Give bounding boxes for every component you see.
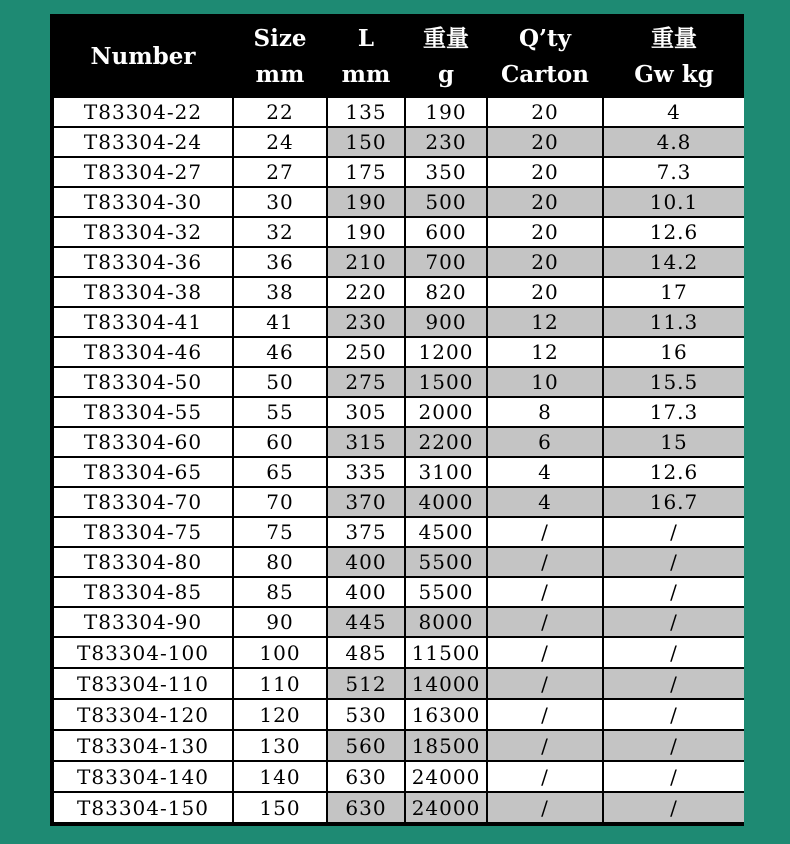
weight-cell: 820	[406, 278, 486, 306]
table-row	[54, 669, 744, 698]
size-cell: 150	[234, 793, 326, 822]
header-number-label: Number	[90, 43, 196, 70]
weight-cell: 8000	[406, 608, 486, 636]
number-cell: T83304-150	[54, 793, 232, 822]
number-cell: T83304-32	[54, 218, 232, 246]
weight-cell: 700	[406, 248, 486, 276]
gross-weight-cell: 15	[604, 428, 744, 456]
qty-cell: 20	[488, 278, 602, 306]
weight-cell: 3100	[406, 458, 486, 486]
number-cell: T83304-30	[54, 188, 232, 216]
size-cell: 46	[234, 338, 326, 366]
gross-weight-cell: /	[604, 731, 744, 760]
size-cell: 22	[234, 98, 326, 126]
qty-cell: 6	[488, 428, 602, 456]
number-cell: T83304-27	[54, 158, 232, 186]
header-size-label: Size	[253, 25, 307, 52]
number-cell: T83304-41	[54, 308, 232, 336]
gross-weight-cell: /	[604, 578, 744, 606]
gross-weight-cell: 16.7	[604, 488, 744, 516]
table-row	[54, 308, 744, 336]
size-cell: 140	[234, 762, 326, 791]
weight-cell: 2200	[406, 428, 486, 456]
length-cell: 135	[328, 98, 404, 126]
qty-cell: 12	[488, 308, 602, 336]
number-cell: T83304-100	[54, 638, 232, 667]
gross-weight-cell: /	[604, 793, 744, 822]
size-cell: 65	[234, 458, 326, 486]
size-cell: 60	[234, 428, 326, 456]
qty-cell: 20	[488, 98, 602, 126]
qty-cell: /	[488, 638, 602, 667]
header-size	[234, 18, 326, 96]
number-cell: T83304-130	[54, 731, 232, 760]
weight-cell: 5500	[406, 548, 486, 576]
qty-cell: 20	[488, 218, 602, 246]
weight-cell: 1500	[406, 368, 486, 396]
weight-cell: 4500	[406, 518, 486, 546]
weight-cell: 2000	[406, 398, 486, 426]
gross-weight-cell: /	[604, 638, 744, 667]
qty-cell: 20	[488, 128, 602, 156]
size-cell: 32	[234, 218, 326, 246]
gross-weight-cell: 11.3	[604, 308, 744, 336]
gross-weight-cell: 7.3	[604, 158, 744, 186]
size-cell: 36	[234, 248, 326, 276]
length-cell: 630	[328, 793, 404, 822]
gross-weight-cell: 17	[604, 278, 744, 306]
gross-weight-cell: /	[604, 518, 744, 546]
header-length-unit: mm	[341, 61, 391, 88]
qty-cell: /	[488, 608, 602, 636]
table-row	[54, 398, 744, 426]
weight-cell: 600	[406, 218, 486, 246]
weight-cell: 190	[406, 98, 486, 126]
size-cell: 100	[234, 638, 326, 667]
number-cell: T83304-36	[54, 248, 232, 276]
table-row	[54, 98, 744, 126]
length-cell: 370	[328, 488, 404, 516]
weight-cell: 24000	[406, 793, 486, 822]
size-cell: 120	[234, 700, 326, 729]
table-row	[54, 458, 744, 486]
header-length	[328, 18, 404, 96]
qty-cell: /	[488, 548, 602, 576]
weight-cell: 500	[406, 188, 486, 216]
length-cell: 315	[328, 428, 404, 456]
qty-cell: /	[488, 518, 602, 546]
header-row	[54, 18, 744, 96]
size-cell: 27	[234, 158, 326, 186]
qty-cell: 12	[488, 338, 602, 366]
table-row	[54, 638, 744, 667]
length-cell: 175	[328, 158, 404, 186]
length-cell: 512	[328, 669, 404, 698]
qty-cell: 10	[488, 368, 602, 396]
gross-weight-cell: /	[604, 548, 744, 576]
qty-cell: /	[488, 762, 602, 791]
size-cell: 38	[234, 278, 326, 306]
number-cell: T83304-75	[54, 518, 232, 546]
number-cell: T83304-60	[54, 428, 232, 456]
gross-weight-cell: /	[604, 762, 744, 791]
length-cell: 220	[328, 278, 404, 306]
size-cell: 55	[234, 398, 326, 426]
qty-cell: /	[488, 731, 602, 760]
number-cell: T83304-38	[54, 278, 232, 306]
table-row	[54, 158, 744, 186]
number-cell: T83304-55	[54, 398, 232, 426]
length-cell: 250	[328, 338, 404, 366]
qty-cell: /	[488, 669, 602, 698]
length-cell: 400	[328, 578, 404, 606]
gross-weight-cell: /	[604, 669, 744, 698]
qty-cell: 4	[488, 488, 602, 516]
size-cell: 90	[234, 608, 326, 636]
qty-cell: 8	[488, 398, 602, 426]
weight-cell: 350	[406, 158, 486, 186]
length-cell: 630	[328, 762, 404, 791]
weight-cell: 14000	[406, 669, 486, 698]
number-cell: T83304-70	[54, 488, 232, 516]
gross-weight-cell: 4	[604, 98, 744, 126]
spec-table	[52, 16, 746, 824]
length-cell: 530	[328, 700, 404, 729]
gross-weight-cell: /	[604, 700, 744, 729]
length-cell: 485	[328, 638, 404, 667]
table-row	[54, 128, 744, 156]
size-cell: 75	[234, 518, 326, 546]
size-cell: 41	[234, 308, 326, 336]
size-cell: 80	[234, 548, 326, 576]
table-row	[54, 700, 744, 729]
length-cell: 335	[328, 458, 404, 486]
table-row	[54, 548, 744, 576]
number-cell: T83304-120	[54, 700, 232, 729]
length-cell: 190	[328, 188, 404, 216]
length-cell: 305	[328, 398, 404, 426]
table-row	[54, 578, 744, 606]
length-cell: 275	[328, 368, 404, 396]
weight-cell: 5500	[406, 578, 486, 606]
table-row	[54, 762, 744, 791]
number-cell: T83304-50	[54, 368, 232, 396]
gross-weight-cell: 4.8	[604, 128, 744, 156]
length-cell: 210	[328, 248, 404, 276]
table-row	[54, 488, 744, 516]
qty-cell: 4	[488, 458, 602, 486]
table-row	[54, 338, 744, 366]
size-cell: 24	[234, 128, 326, 156]
gross-weight-cell: 17.3	[604, 398, 744, 426]
length-cell: 230	[328, 308, 404, 336]
length-cell: 375	[328, 518, 404, 546]
header-qty-unit: Carton	[500, 61, 589, 88]
table-row	[54, 368, 744, 396]
header-number	[54, 18, 232, 96]
gross-weight-cell: 12.6	[604, 218, 744, 246]
qty-cell: 20	[488, 248, 602, 276]
qty-cell: 20	[488, 158, 602, 186]
weight-cell: 4000	[406, 488, 486, 516]
table-row	[54, 428, 744, 456]
header-qty	[488, 18, 602, 96]
weight-cell: 11500	[406, 638, 486, 667]
weight-cell: 230	[406, 128, 486, 156]
header-length-label: L	[357, 25, 375, 52]
number-cell: T83304-85	[54, 578, 232, 606]
weight-cell: 18500	[406, 731, 486, 760]
table-row	[54, 248, 744, 276]
qty-cell: /	[488, 793, 602, 822]
qty-cell: 20	[488, 188, 602, 216]
number-cell: T83304-65	[54, 458, 232, 486]
number-cell: T83304-90	[54, 608, 232, 636]
table-row	[54, 608, 744, 636]
qty-cell: /	[488, 578, 602, 606]
weight-cell: 1200	[406, 338, 486, 366]
number-cell: T83304-110	[54, 669, 232, 698]
header-weight-label: 重量	[423, 25, 469, 52]
table-row	[54, 518, 744, 546]
qty-cell: /	[488, 700, 602, 729]
header-gross-weight	[604, 18, 744, 96]
length-cell: 150	[328, 128, 404, 156]
gross-weight-cell: 12.6	[604, 458, 744, 486]
table-body	[54, 98, 744, 822]
header-weight	[406, 18, 486, 96]
weight-cell: 900	[406, 308, 486, 336]
size-cell: 130	[234, 731, 326, 760]
length-cell: 445	[328, 608, 404, 636]
gross-weight-cell: 14.2	[604, 248, 744, 276]
size-cell: 50	[234, 368, 326, 396]
header-gross-weight-label: 重量	[651, 25, 697, 52]
header-size-unit: mm	[255, 61, 305, 88]
header-qty-label: Q’ty	[518, 25, 572, 52]
size-cell: 85	[234, 578, 326, 606]
number-cell: T83304-22	[54, 98, 232, 126]
gross-weight-cell: 15.5	[604, 368, 744, 396]
gross-weight-cell: /	[604, 608, 744, 636]
size-cell: 70	[234, 488, 326, 516]
number-cell: T83304-24	[54, 128, 232, 156]
number-cell: T83304-46	[54, 338, 232, 366]
table-row	[54, 278, 744, 306]
length-cell: 190	[328, 218, 404, 246]
header-weight-unit: g	[437, 61, 455, 88]
table-row	[54, 731, 744, 760]
header-gross-weight-unit: Gw kg	[634, 61, 714, 88]
number-cell: T83304-80	[54, 548, 232, 576]
number-cell: T83304-140	[54, 762, 232, 791]
table-row	[54, 188, 744, 216]
length-cell: 400	[328, 548, 404, 576]
gross-weight-cell: 10.1	[604, 188, 744, 216]
size-cell: 30	[234, 188, 326, 216]
length-cell: 560	[328, 731, 404, 760]
table-row	[54, 793, 744, 822]
table-row	[54, 218, 744, 246]
weight-cell: 24000	[406, 762, 486, 791]
weight-cell: 16300	[406, 700, 486, 729]
gross-weight-cell: 16	[604, 338, 744, 366]
size-cell: 110	[234, 669, 326, 698]
